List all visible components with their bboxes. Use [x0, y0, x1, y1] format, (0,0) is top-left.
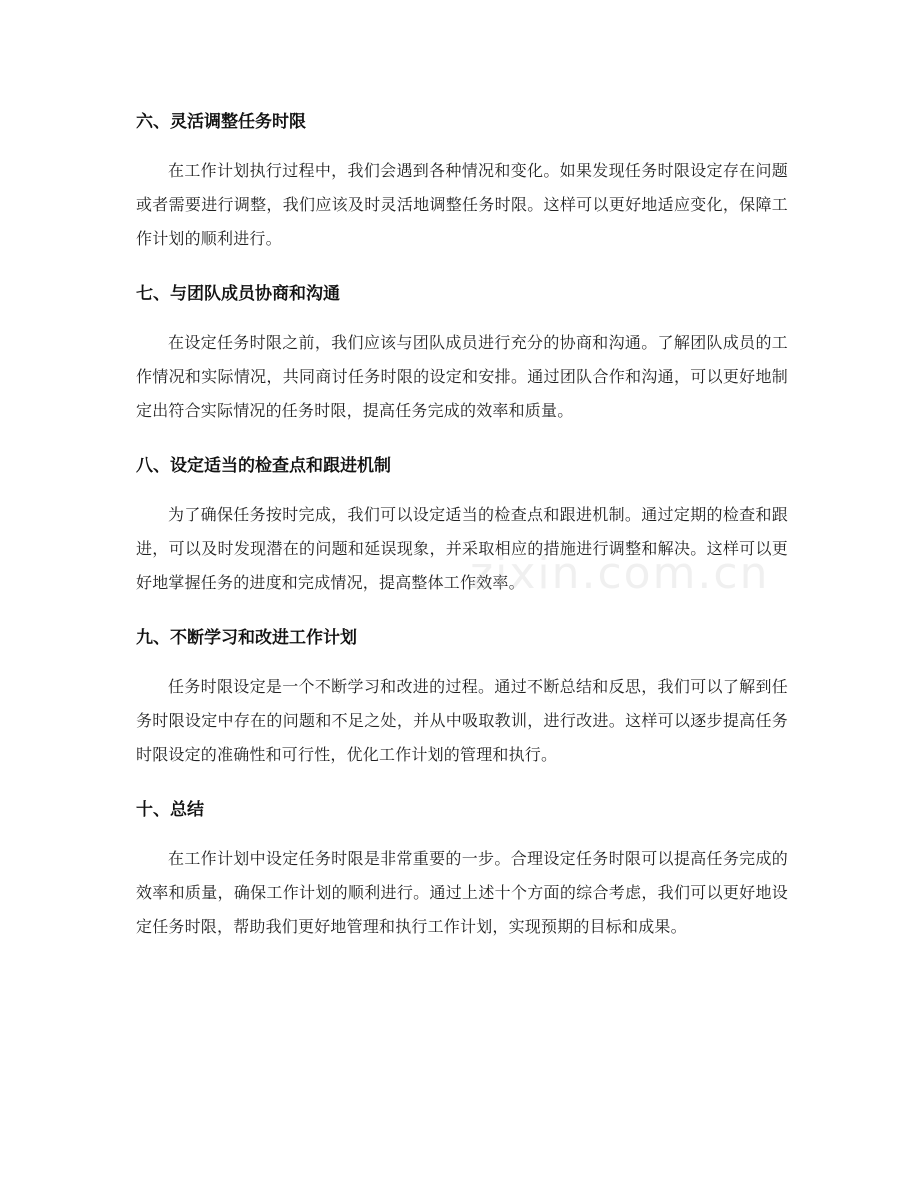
section-body-9: 任务时限设定是一个不断学习和改进的过程。通过不断总结和反思，我们可以了解到任务时限设定中存在的问题和不足之处，并从中吸取教训，进行改进。这样可以逐步提高任务时限设定的准确性和可行性，优化工作计划的管理和执行。 — [136, 677, 788, 764]
section-title-7: 七、与团队成员协商和沟通 — [136, 284, 340, 304]
document-content — [136, 106, 788, 966]
section-title-8: 八、设定适当的检查点和跟进机制 — [136, 456, 391, 476]
section-body-6: 在工作计划执行过程中，我们会遇到各种情况和变化。如果发现任务时限设定存在问题或者需要进行调整，我们应该及时灵活地调整任务时限。这样可以更好地适应变化，保障工作计划的顺利进行。 — [136, 161, 788, 248]
watermark: zixin.com.cn — [470, 548, 770, 599]
section-body-10: 在工作计划中设定任务时限是非常重要的一步。合理设定任务时限可以提高任务完成的效率和质量，确保工作计划的顺利进行。通过上述十个方面的综合考虑，我们可以更好地设定任务时限，帮助我们更好地管理和执行工作计划，实现预期的目标和成果。 — [136, 849, 788, 936]
section-body-7: 在设定任务时限之前，我们应该与团队成员进行充分的协商和沟通。了解团队成员的工作情况和实际情况，共同商讨任务时限的设定和安排。通过团队合作和沟通，可以更好地制定出符合实际情况的任务时限，提高任务完成的效率和质量。 — [136, 333, 788, 420]
section-title-6: 六、灵活调整任务时限 — [136, 112, 306, 132]
section-title-9: 九、不断学习和改进工作计划 — [136, 628, 357, 648]
section-body-8: 为了确保任务按时完成，我们可以设定适当的检查点和跟进机制。通过定期的检查和跟进，可以及时发现潜在的问题和延误现象，并采取相应的措施进行调整和解决。这样可以更好地掌握任务的进度和完成情况，提高整体工作效率。 — [136, 505, 788, 592]
section-title-10: 十、总结 — [136, 800, 204, 820]
